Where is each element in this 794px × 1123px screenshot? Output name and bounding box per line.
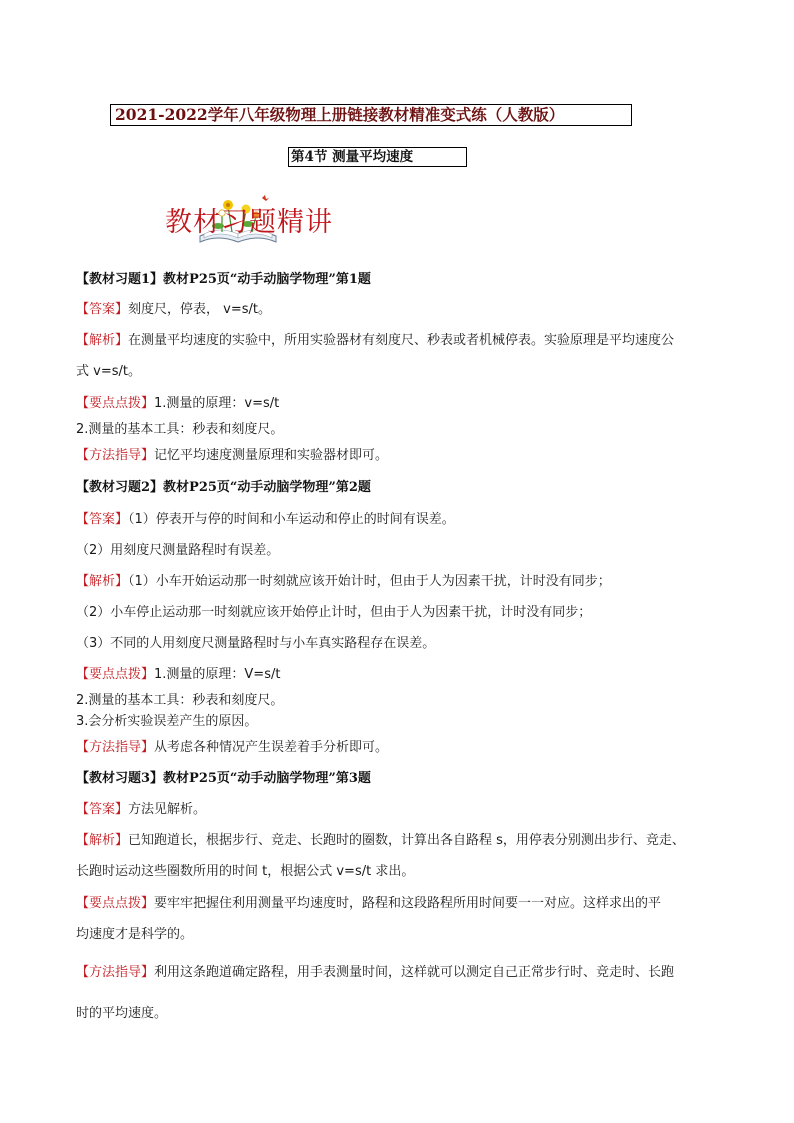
method-line <box>76 736 388 755</box>
points-tag: 【要点点拨】 <box>76 667 155 682</box>
answer-line <box>76 508 455 527</box>
answer-text: 方法见解析。 <box>128 802 207 817</box>
analysis-tag: 【解析】 <box>76 574 129 589</box>
points-line: 2.测量的基本工具：秒表和刻度尺。 <box>76 422 284 437</box>
analysis-line: 长跑时运动这些圈数所用的时间 t，根据公式 v=s/t 求出。 <box>76 864 415 879</box>
analysis-line <box>76 829 685 848</box>
answer-tag: 【答案】 <box>76 512 129 527</box>
method-tag: 【方法指导】 <box>76 740 155 755</box>
answer-line: （2）用刻度尺测量路程时有误差。 <box>76 543 280 558</box>
method-tag: 【方法指导】 <box>76 965 155 980</box>
method-tag: 【方法指导】 <box>76 448 155 463</box>
analysis-tag: 【解析】 <box>76 333 129 348</box>
analysis-text: （1）小车开始运动那一时刻就应该开始计时，但由于人为因素干扰，计时没有同步； <box>128 574 611 589</box>
analysis-text: 在测量平均速度的实验中，所用实验器材有刻度尺、秒表或者机械停表。实验原理是平均速度公 <box>128 333 675 348</box>
method-text: 记忆平均速度测量原理和实验器材即可。 <box>154 448 389 463</box>
points-tag: 【要点点拨】 <box>76 896 155 911</box>
points-line <box>76 663 280 682</box>
banner-title: 教材习题精讲 <box>165 207 333 238</box>
method-line: 时的平均速度。 <box>76 1006 168 1021</box>
points-text: 1.测量的原理：V=s/t <box>154 667 281 682</box>
analysis-line: （3）不同的人用刻度尺测量路程时与小车真实路程存在误差。 <box>76 636 436 651</box>
document-title: 2021-2022学年八年级物理上册链接教材精准变式练（人教版） <box>110 104 632 126</box>
analysis-line: （2）小车停止运动那一时刻就应该开始停止计时，但由于人为因素干扰，计时没有同步； <box>76 605 592 620</box>
answer-tag: 【答案】 <box>76 302 129 317</box>
question-heading: 【教材习题1】教材P25页“动手动脑学物理”第1题 <box>76 272 371 287</box>
section-title: 第4节 测量平均速度 <box>288 147 467 167</box>
points-line <box>76 892 661 911</box>
points-text: 要牢牢把握住利用测量平均速度时，路程和这段路程所用时间要一一对应。这样求出的平 <box>154 896 662 911</box>
method-text: 从考虑各种情况产生误差着手分析即可。 <box>154 740 389 755</box>
answer-text: 刻度尺，停表， v=s/t。 <box>128 302 271 317</box>
analysis-line: 式 v=s/t。 <box>76 364 141 379</box>
points-line: 2.测量的基本工具：秒表和刻度尺。 <box>76 693 284 708</box>
answer-line <box>76 798 206 817</box>
method-text: 利用这条跑道确定路程，用手表测量时间，这样就可以测定自己正常步行时、竞走时、长跑 <box>154 965 675 980</box>
answer-text: （1）停表开与停的时间和小车运动和停止的时间有误差。 <box>128 512 455 527</box>
question-heading: 【教材习题2】教材P25页“动手动脑学物理”第2题 <box>76 480 371 495</box>
points-line <box>76 392 279 411</box>
answer-tag: 【答案】 <box>76 802 129 817</box>
method-line <box>76 961 674 980</box>
method-line <box>76 444 388 463</box>
answer-line <box>76 298 271 317</box>
points-line: 3.会分析实验误差产生的原因。 <box>76 714 258 729</box>
points-line: 均速度才是科学的。 <box>76 927 194 942</box>
analysis-tag: 【解析】 <box>76 833 129 848</box>
analysis-line <box>76 329 674 348</box>
points-text: 1.测量的原理：v=s/t <box>154 396 280 411</box>
analysis-text: 已知跑道长，根据步行、竞走、长跑时的圈数，计算出各自路程 s，用停表分别测出步行、竞走、 <box>128 833 685 848</box>
analysis-line <box>76 570 611 589</box>
question-heading: 【教材习题3】教材P25页“动手动脑学物理”第3题 <box>76 771 371 786</box>
points-tag: 【要点点拨】 <box>76 396 155 411</box>
